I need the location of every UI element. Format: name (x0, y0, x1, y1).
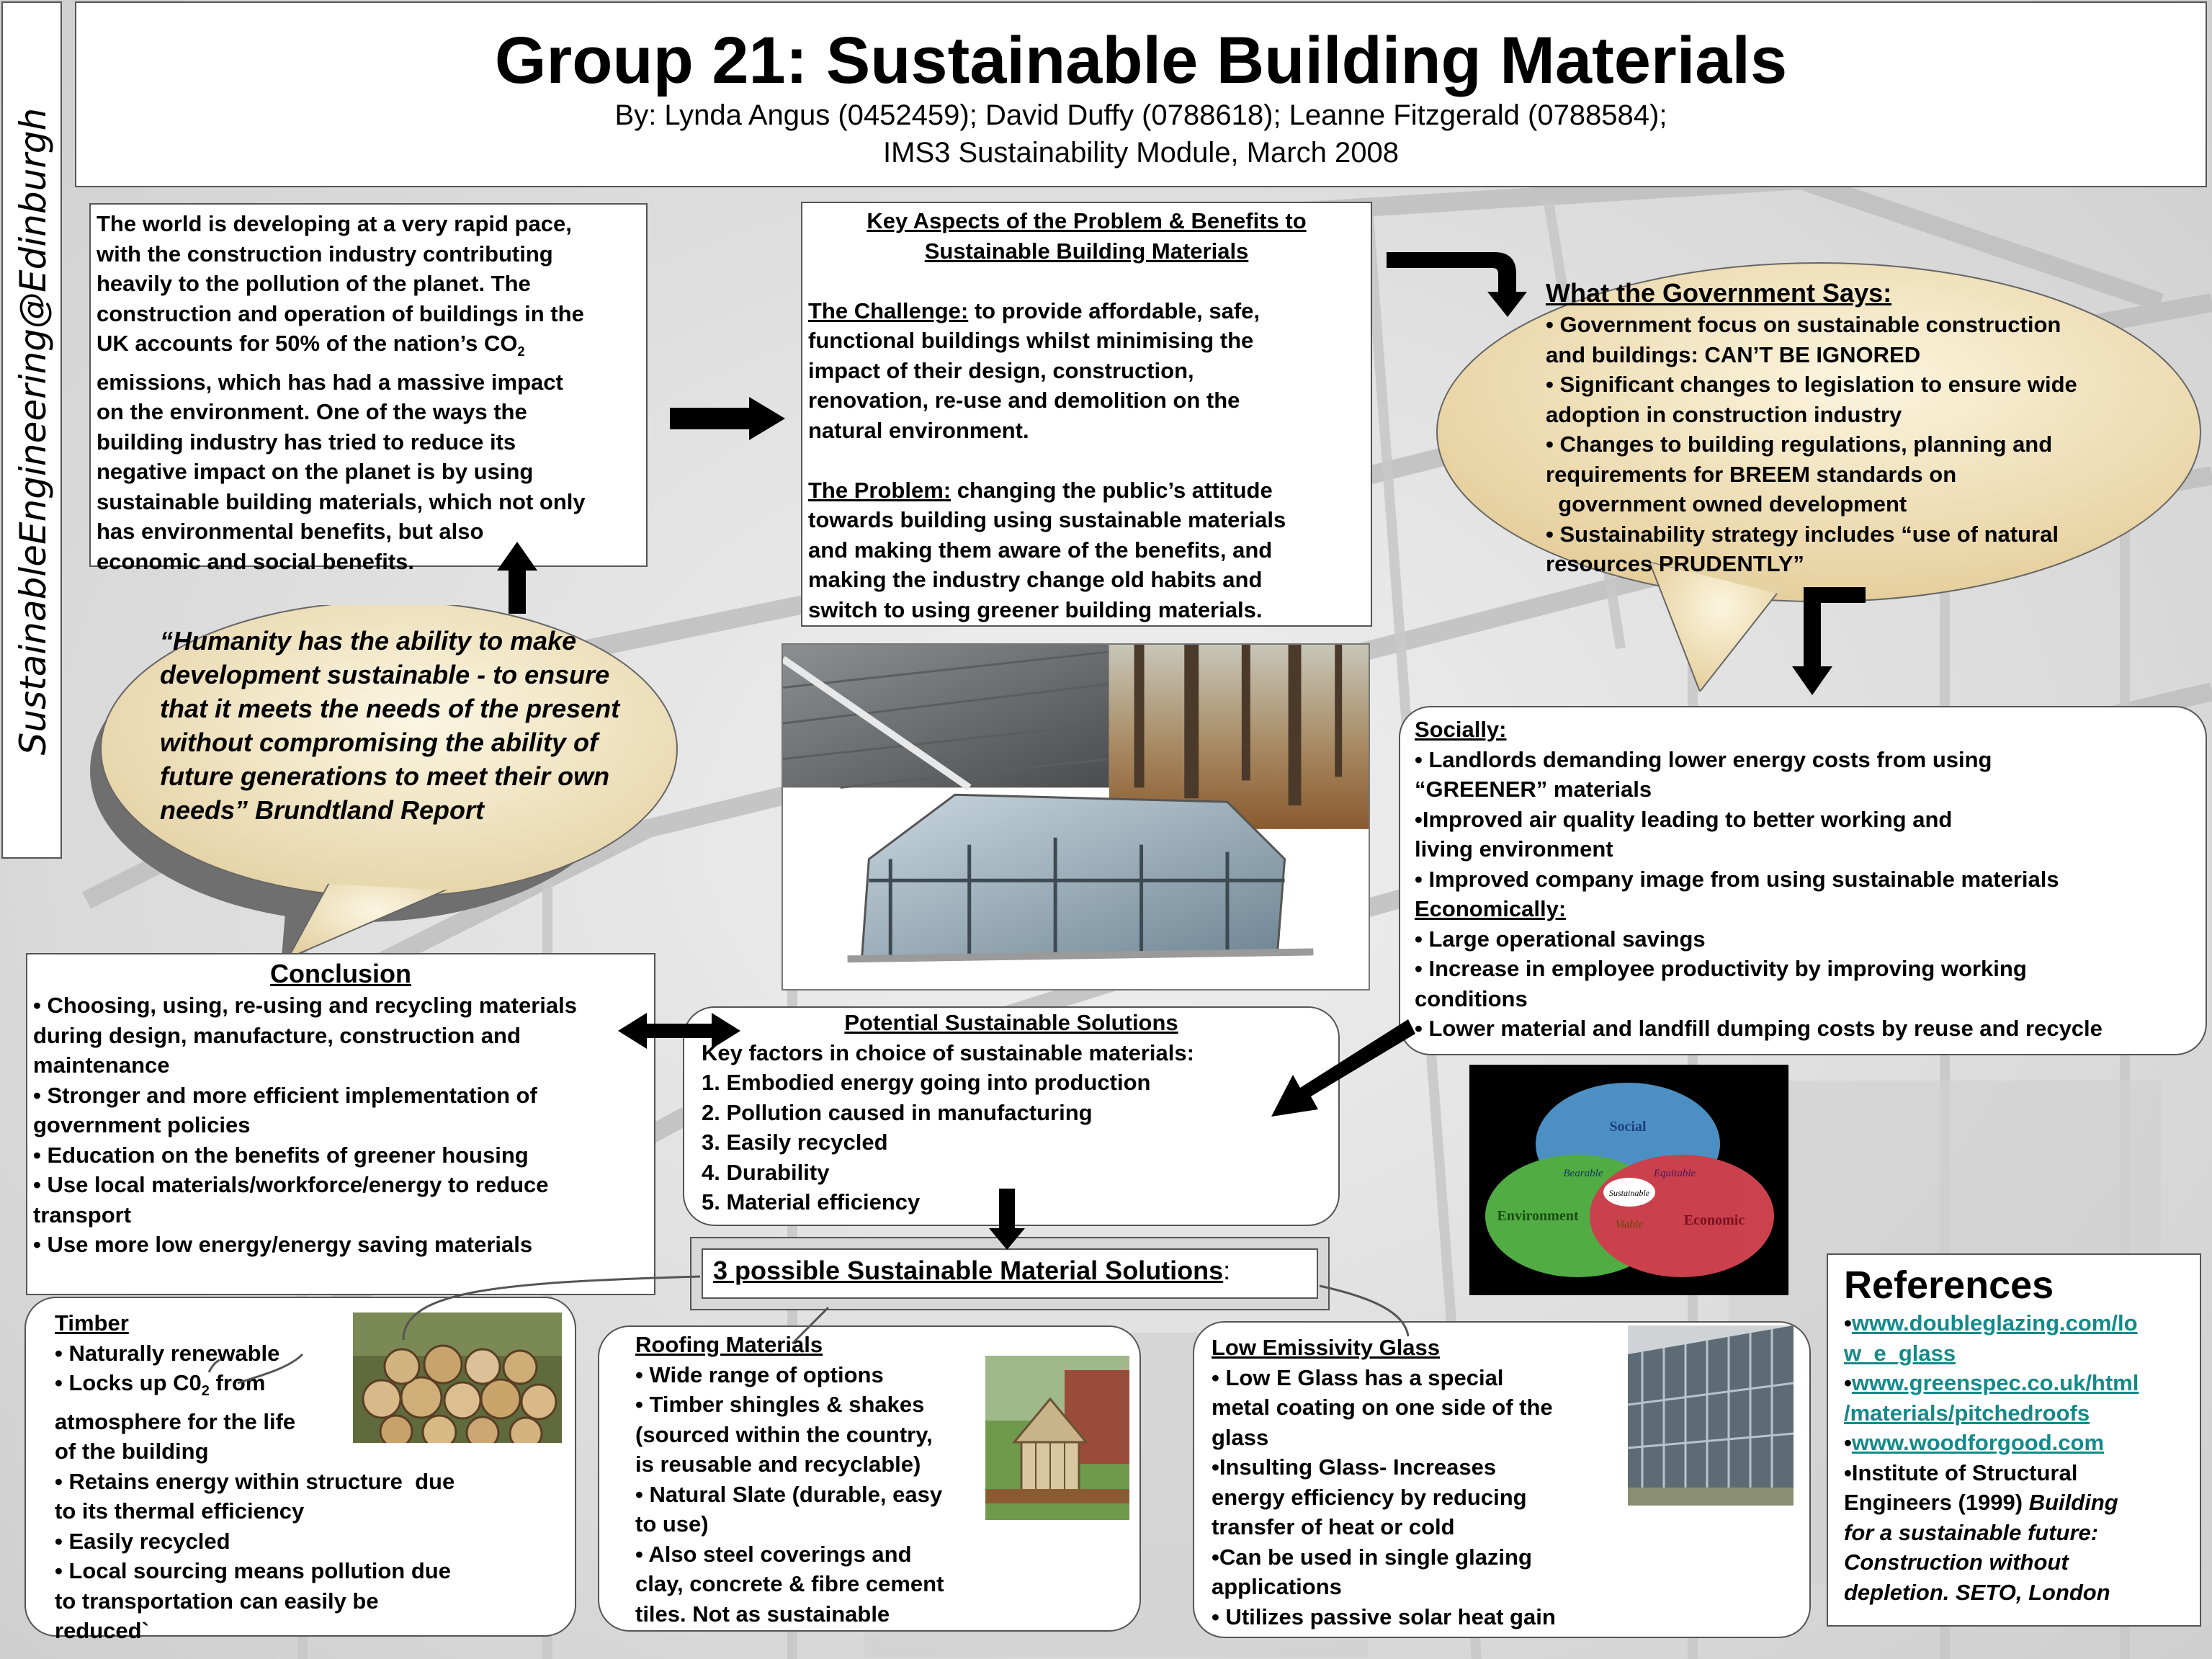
intro-line: building industry has tried to reduce its (97, 429, 516, 455)
intro-line: negative impact on the planet is by using (97, 459, 534, 485)
key-aspects-title: Sustainable Building Materials (924, 238, 1249, 264)
three-solutions-inner (702, 1248, 1318, 1299)
header-panel (75, 1, 2207, 187)
venn-economic-label: Economic (1683, 1212, 1745, 1228)
government-line: requirements for BREEM standards on (1546, 461, 1957, 487)
roofing-line: • Also steel coverings and (635, 1541, 912, 1567)
intro-line: has environmental benefits, but also (97, 519, 484, 545)
timber-line: • Retains energy within structure due (55, 1468, 455, 1494)
reference-link-3 (1844, 1428, 2184, 1458)
citation-text: Engineers (1999) (1844, 1490, 2029, 1515)
co2-subscript: 2 (517, 344, 525, 359)
quote-line: without compromising the ability of (160, 728, 598, 757)
citation-italic: Building (2028, 1490, 2118, 1515)
intro-line: economic and social benefits. (97, 548, 415, 574)
quote-line: “Humanity has the ability to make (160, 626, 577, 656)
citation-italic: for a sustainable future: (1844, 1519, 2099, 1545)
roofing-line: is reusable and recyclable) (635, 1452, 921, 1477)
government-line: adoption in construction industry (1546, 401, 1902, 427)
timber-line: reduced` (55, 1618, 149, 1644)
conclusion-line: maintenance (33, 1052, 170, 1078)
problem-label: The Problem: (808, 477, 951, 503)
citation-italic: Construction without (1844, 1550, 2069, 1575)
spacer (808, 445, 1365, 475)
venn-sustainable-label: Sustainable (1609, 1188, 1649, 1198)
reference-link[interactable]: www.woodforgood.com (1851, 1430, 2105, 1455)
social-line: living environment (1415, 836, 1613, 862)
reference-link-2-cont (1844, 1398, 2184, 1428)
government-line: • Changes to building regulations, planning and (1546, 431, 2053, 457)
arrow-diagonal-icon (1271, 1016, 1415, 1124)
roofing-line: • Natural Slate (durable, easy (635, 1481, 943, 1507)
venn-bearable-label: Bearable (1563, 1168, 1603, 1179)
government-line: • Government focus on sustainable construction (1546, 312, 2061, 337)
roofing-house-photo (985, 1356, 1129, 1520)
problem-line: switch to using greener building materials. (808, 596, 1263, 622)
glass-line: • Low E Glass has a special (1212, 1364, 1504, 1390)
arrow-bent-down-icon (1387, 252, 1531, 324)
reference-link-1-cont (1844, 1338, 2184, 1369)
challenge-line: natural environment. (808, 417, 1029, 443)
side-label-tab (1, 1, 62, 859)
solutions-line: Key factors in choice of sustainable materials: (702, 1039, 1194, 1065)
challenge-line (808, 296, 1365, 326)
economic-line: • Lower material and landfill dumping costs by reuse and recycle (1415, 1016, 2103, 1041)
reference-link[interactable]: w_e_glass (1844, 1340, 1956, 1366)
intro-line-text: UK accounts for 50% of the nation’s CO (97, 331, 518, 356)
venn-environment-label: Environment (1497, 1208, 1579, 1224)
co2-subscript: 2 (201, 1383, 210, 1400)
reference-citation (1844, 1578, 2184, 1608)
conclusion-line: • Education on the benefits of greener housing (33, 1142, 529, 1168)
reference-link[interactable]: www.greenspec.co.uk/html (1851, 1370, 2139, 1395)
reference-link-1 (1844, 1308, 2184, 1338)
socially-label: Socially: (1415, 717, 1507, 742)
intro-line (97, 328, 640, 367)
venn-viable-label: Viable (1615, 1219, 1644, 1230)
glass-line: applications (1212, 1574, 1342, 1599)
arrow-bent-down-icon (1786, 587, 1873, 695)
government-title: What the Government Says: (1546, 278, 1892, 308)
intro-line: emissions, which has had a massive impact (97, 369, 563, 395)
references-title: References (1844, 1264, 2054, 1307)
venn-social-label: Social (1609, 1119, 1647, 1135)
timber-line-text: from (209, 1370, 266, 1395)
challenge-line: functional buildings whilst minimising the (808, 328, 1254, 353)
arrow-double-icon (618, 1013, 740, 1049)
conclusion-line: during design, manufacture, construction and (33, 1022, 521, 1048)
conclusion-line: government policies (33, 1112, 251, 1137)
timber-line: atmosphere for the life (55, 1408, 296, 1434)
glass-line: transfer of heat or cold (1212, 1514, 1455, 1539)
bullet: • (1844, 1459, 1852, 1485)
reference-link-2 (1844, 1368, 2184, 1398)
solutions-line: 4. Durability (702, 1159, 830, 1185)
timber-line: to its thermal efficiency (55, 1498, 305, 1524)
challenge-label: The Challenge: (808, 298, 969, 323)
roofing-title: Roofing Materials (635, 1332, 823, 1357)
roofing-line: tiles. Not as sustainable (635, 1601, 890, 1627)
solutions-line: 5. Material efficiency (702, 1189, 921, 1215)
key-aspects-panel (801, 202, 1372, 627)
page-title: Group 21: Sustainable Building Materials (494, 24, 1788, 97)
problem-line: and making them aware of the benefits, and (808, 537, 1273, 563)
reference-citation (1844, 1518, 2184, 1548)
reference-citation (1844, 1547, 2184, 1578)
benefits-panel (1399, 706, 2207, 1055)
economic-line: • Large operational savings (1415, 926, 1706, 952)
roofing-line: clay, concrete & fibre cement (635, 1571, 944, 1596)
timber-line: • Easily recycled (55, 1528, 230, 1554)
building-materials-collage (782, 643, 1370, 991)
economic-line: conditions (1415, 985, 1528, 1011)
glass-line: • Utilizes passive solar heat gain (1212, 1604, 1556, 1629)
conclusion-title: Conclusion (270, 959, 411, 988)
roofing-line: • Wide range of options (635, 1361, 884, 1387)
problem-line: making the industry change old habits and (808, 567, 1263, 592)
bullet: • (1844, 1370, 1852, 1395)
solutions-line: 3. Easily recycled (702, 1130, 888, 1155)
quote-line: that it meets the needs of the present (160, 694, 620, 723)
authors-line: By: Lynda Angus (0452459); David Duffy (0788618); Leanne Fitzgerald (0788584); (614, 99, 1667, 131)
quote-line: needs” Brundtland Report (160, 795, 485, 825)
spacer (808, 266, 1365, 296)
social-line: “GREENER” materials (1415, 777, 1652, 802)
glass-line: glass (1212, 1424, 1269, 1450)
intro-line: on the environment. One of the ways the (97, 399, 527, 425)
timber-logs-photo (353, 1313, 562, 1443)
citation-italic: depletion. SETO, London (1844, 1579, 2110, 1605)
intro-line: construction and operation of buildings in the (97, 300, 584, 326)
reference-citation (1844, 1458, 2184, 1488)
quote-line: development sustainable - to ensure (160, 660, 610, 689)
bullet: • (1844, 1310, 1852, 1336)
reference-citation (1844, 1488, 2184, 1518)
quote-text (160, 624, 700, 827)
conclusion-line: transport (33, 1202, 132, 1228)
glass-building-photo (1628, 1325, 1794, 1506)
solutions-line: 2. Pollution caused in manufacturing (702, 1099, 1093, 1125)
solutions-line: 1. Embodied energy going into production (702, 1070, 1151, 1095)
three-solutions-colon: : (1223, 1256, 1231, 1285)
roofing-line: (sourced within the country, (635, 1421, 933, 1447)
venn-equitable-label: Equitable (1653, 1168, 1696, 1179)
three-solutions-label: 3 possible Sustainable Material Solutions (713, 1256, 1224, 1285)
timber-line: • Naturally renewable (55, 1340, 280, 1366)
problem-line (808, 475, 1365, 506)
timber-title: Timber (55, 1310, 129, 1336)
conclusion-line: • Stronger and more efficient implementation of (33, 1082, 537, 1108)
timber-line: of the building (55, 1439, 209, 1465)
problem-line: towards building using sustainable materials (808, 507, 1286, 532)
glass-title: Low Emissivity Glass (1212, 1335, 1441, 1360)
glass-line: •Insulting Glass- Increases (1212, 1454, 1497, 1480)
economic-line: • Increase in employee productivity by improving working (1415, 956, 2027, 981)
problem-text: changing the public’s attitude (951, 477, 1273, 503)
government-line: and buildings: CAN’T BE IGNORED (1546, 341, 1921, 367)
government-line: resources PRUDENTLY” (1546, 551, 1804, 576)
key-aspects-title: Key Aspects of the Problem & Benefits to (867, 208, 1307, 233)
conclusion-line: • Choosing, using, re-using and recycling materials (33, 993, 578, 1018)
government-line: • Significant changes to legislation to ensure wide (1546, 372, 2077, 397)
intro-panel (89, 203, 648, 574)
social-line: •Improved air quality leading to better working and (1415, 806, 1953, 832)
glass-line: metal coating on one side of the (1212, 1395, 1553, 1420)
intro-line: The world is developing at a very rapid pace, (97, 211, 572, 236)
timber-line: • Local sourcing means pollution due (55, 1558, 451, 1584)
bullet: • (1844, 1430, 1852, 1455)
timber-line-text: • Locks up C0 (55, 1370, 202, 1395)
social-line: • Improved company image from using sustainable materials (1415, 866, 2059, 892)
roofing-line: to use) (635, 1511, 709, 1537)
conclusion-line: • Use local materials/workforce/energy to reduce (33, 1172, 549, 1197)
intro-line: with the construction industry contributing (97, 241, 553, 267)
challenge-line: impact of their design, construction, (808, 357, 1194, 383)
conclusion-line: • Use more low energy/energy saving materials (33, 1232, 533, 1257)
timber-line: to transportation can easily be (55, 1588, 379, 1614)
challenge-text: to provide affordable, safe, (968, 298, 1261, 323)
government-line: • Sustainability strategy includes “use of natural (1546, 521, 2059, 547)
module-line: IMS3 Sustainability Module, March 2008 (883, 137, 1399, 169)
glass-line: •Can be used in single glazing (1212, 1544, 1532, 1570)
sustainability-venn-diagram (1469, 1065, 1788, 1295)
social-line: • Landlords demanding lower energy costs from using (1415, 746, 1992, 772)
economically-label: Economically: (1415, 896, 1567, 921)
solutions-title: Potential Sustainable Solutions (844, 1010, 1178, 1035)
reference-link[interactable]: /materials/pitchedroofs (1844, 1400, 2090, 1426)
intro-line: sustainable building materials, which not only (97, 488, 586, 514)
arrow-down-icon (989, 1189, 1025, 1250)
government-line: government owned development (1546, 491, 1907, 517)
roofing-line: • Timber shingles & shakes (635, 1392, 925, 1417)
intro-line: heavily to the pollution of the planet. The (97, 271, 531, 296)
glass-line: energy efficiency by reducing (1212, 1484, 1527, 1510)
government-text (1546, 277, 2180, 579)
arrow-up-icon (496, 542, 539, 614)
citation-text: Institute of Structural (1851, 1459, 2078, 1485)
reference-link[interactable]: www.doubleglazing.com/lo (1851, 1310, 2138, 1336)
quote-line: future generations to meet their own (160, 761, 610, 791)
references-panel (1827, 1253, 2201, 1627)
conclusion-panel (26, 953, 655, 1295)
arrow-right-icon (670, 397, 785, 440)
challenge-line: renovation, re-use and demolition on the (808, 388, 1240, 413)
side-label: SustainableEngineering@Edinburgh (12, 107, 54, 756)
